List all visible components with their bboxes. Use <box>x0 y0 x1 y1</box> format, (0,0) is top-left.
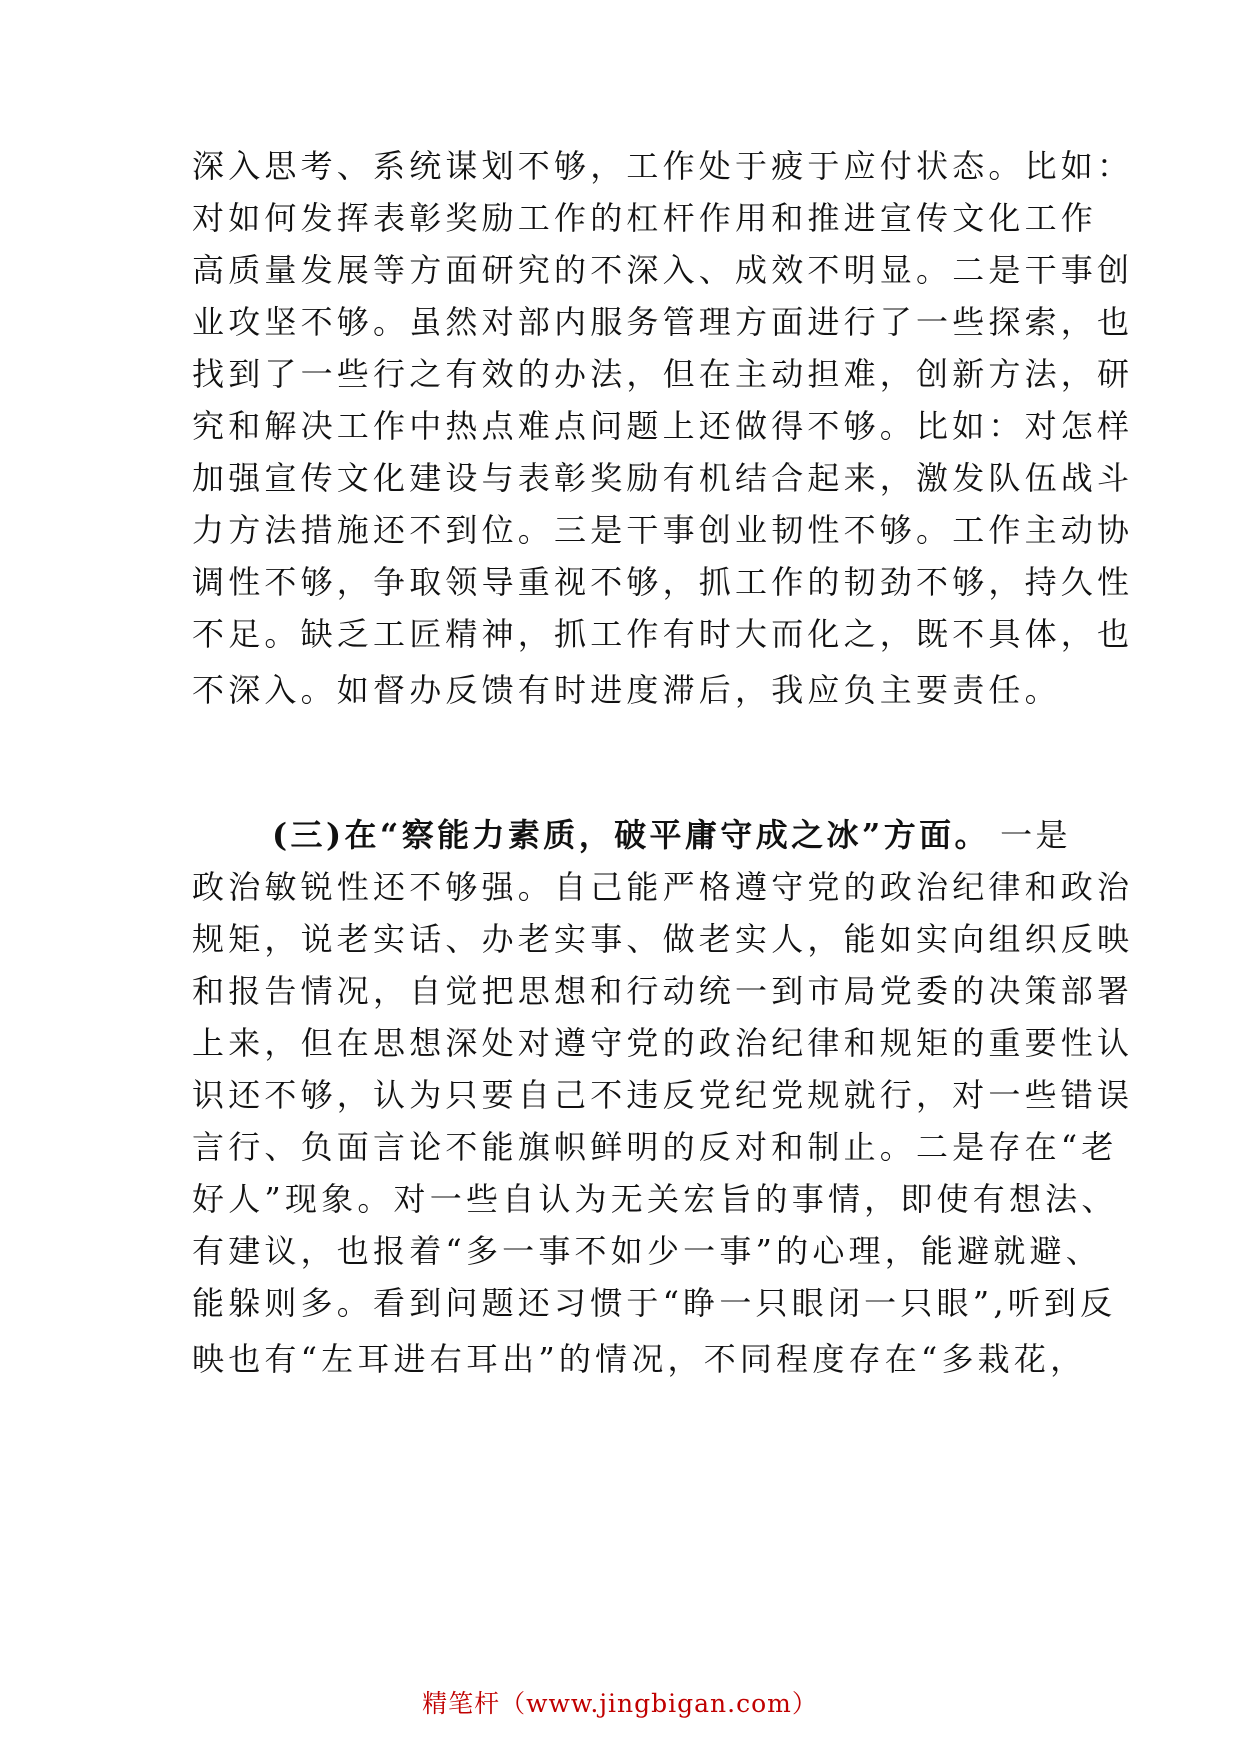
body-text-line: 究和解决工作中热点难点问题上还做得不够。比如：对怎样 <box>192 407 1134 445</box>
footer-watermark-text: 精笔杆（www.jingbigan.com） <box>422 1689 818 1718</box>
body-text-line: 映也有“左耳进右耳出”的情况，不同程度存在“多栽花， <box>192 1340 1087 1378</box>
body-text-line: 高质量发展等方面研究的不深入、成效不明显。二是干事创 <box>192 251 1134 289</box>
body-text-line: 政治敏锐性还不够强。自己能严格遵守党的政治纪律和政治 <box>192 868 1134 906</box>
body-text-line: 加强宣传文化建设与表彰奖励有机结合起来，激发队伍战斗 <box>192 459 1134 497</box>
body-text-line: 深入思考、系统谋划不够，工作处于疲于应付状态。比如： <box>192 147 1134 185</box>
body-text-line: 言行、负面言论不能旗帜鲜明的反对和制止。二是存在“老 <box>192 1128 1118 1166</box>
section-heading: (三)在“察能力素质，破平庸守成之冰”方面。 <box>272 816 990 854</box>
body-text-line: 找到了一些行之有效的办法，但在主动担难，创新方法，研 <box>192 355 1134 393</box>
body-text-line: 不深入。如督办反馈有时进度滞后，我应负主要责任。 <box>192 671 1061 709</box>
body-text-line: 对如何发挥表彰奖励工作的杠杆作用和推进宣传文化工作 <box>192 199 1098 237</box>
section-heading-line <box>192 815 1071 855</box>
body-text-line: 有建议，也报着“多一事不如少一事”的心理，能避就避、 <box>192 1232 1102 1270</box>
body-text-line: 不足。缺乏工匠精神，抓工作有时大而化之，既不具体，也 <box>192 615 1134 653</box>
body-text-line: 业攻坚不够。虽然对部内服务管理方面进行了一些探索，也 <box>192 303 1134 341</box>
body-text-line: 和报告情况，自觉把思想和行动统一到市局党委的决策部署 <box>192 972 1134 1010</box>
body-text-line: 上来，但在思想深处对遵守党的政治纪律和规矩的重要性认 <box>192 1024 1134 1062</box>
body-text-line: 识还不够，认为只要自己不违反党纪党规就行，对一些错误 <box>192 1076 1134 1114</box>
body-text-line: 好人”现象。对一些自认为无关宏旨的事情，即使有想法、 <box>192 1180 1118 1218</box>
body-text-line: 规矩，说老实话、办老实事、做老实人，能如实向组织反映 <box>192 920 1134 958</box>
section-heading-continuation: 一是 <box>1000 816 1071 854</box>
body-text-line: 能躲则多。看到问题还习惯于“睁一只眼闭一只眼”,听到反 <box>192 1284 1117 1322</box>
body-text-line: 调性不够，争取领导重视不够，抓工作的韧劲不够，持久性 <box>192 563 1134 601</box>
body-text-line: 力方法措施还不到位。三是干事创业韧性不够。工作主动协 <box>192 511 1134 549</box>
